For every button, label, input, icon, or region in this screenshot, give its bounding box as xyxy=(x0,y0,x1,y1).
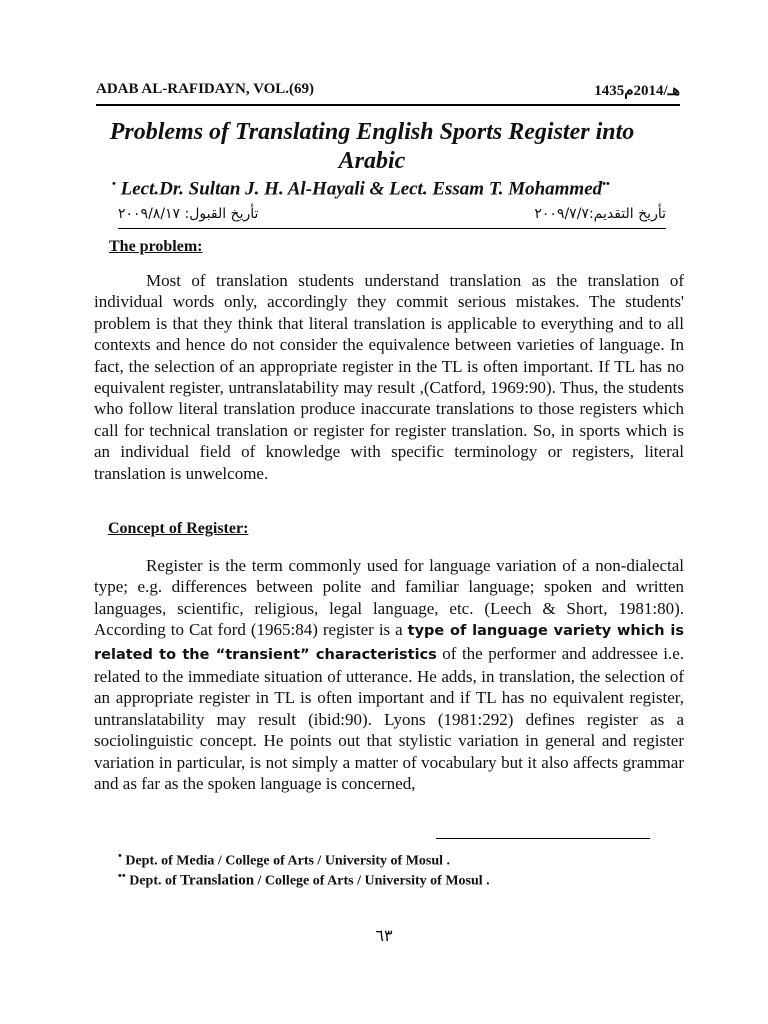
author-line xyxy=(112,178,672,200)
footnote-2-text-c: / College of Arts / University of Mosul . xyxy=(254,873,490,889)
footnote-2-text-a: Dept. of xyxy=(129,873,181,889)
journal-year: 1435هـ/2014م xyxy=(594,83,680,99)
section-heading-problem: The problem: xyxy=(109,238,203,255)
date-accepted: تأريخ القبول: ٢٠٠٩/٨/١٧ xyxy=(118,206,259,222)
article-title: Problems of Translating English Sports Register into Arabic xyxy=(109,119,635,174)
footnote-1-text: Dept. of Media / College of Arts / University of Mosul . xyxy=(125,853,451,869)
section-heading-register: Concept of Register: xyxy=(108,520,249,537)
footnote-2 xyxy=(118,870,490,890)
footnote-separator xyxy=(436,838,650,839)
footnote-2-text-b: Translation xyxy=(180,872,255,889)
section-body-problem: Most of translation students understand translation as the translation of individual words only, accordingly they commit serious mistakes. The students' problem is that they think that literal translation is applicable to everything and to all contexts and hence do not consider the equivalence between varieties of language. In fact, the selection of an appropriate register in the TL is often important. If TL has no equivalent register, untranslatability may result ,(Catford, 1969:90). Thus, the students who follow literal translation produce inaccurate translations to those registers which call for technical translation or register for register translation. So, in sports which is an individual field of knowledge with specific terminology or registers, literal translation is unwelcome. xyxy=(94,271,684,483)
footnote-1-mark: • xyxy=(118,850,122,862)
dates-line xyxy=(118,206,666,229)
journal-name: ADAB AL-RAFIDAYN, VOL.(69) xyxy=(96,81,315,97)
date-submitted: تأريخ التقديم:٢٠٠٩/٧/٧ xyxy=(534,206,666,222)
register-text-emphasis: type of language variety which is related to the “transient” characteristics xyxy=(94,623,684,663)
register-text-part-2: of the performer and addressee i.e. related to the immediate situation of utterance. He adds, in translation, the selection of an appropriate register in TL is often important and if TL has no equivalent register, untranslatability may result (ibid:90). Lyons (1981:292) defines register as a sociolinguistic concept. He points out that stylistic variation in general and register variation in particular, is not simply a matter of vocabulary but it also affects grammar and as far as the spoken language is concerned, xyxy=(94,643,684,794)
footnote-1 xyxy=(118,850,450,870)
author-names: Lect.Dr. Sultan J. H. Al-Hayali & Lect. Essam T. Mohammed xyxy=(120,178,603,200)
author2-footnote-mark: •• xyxy=(602,178,610,190)
register-text-part-1: Register is the term commonly used for language variation of a non-dialectal type; e.g. differences between polite and familiar language; spoken and written languages, scientific, religious, legal language, etc. (Leech & Short, 1981:80). According to Cat ford (1965:84) register is a xyxy=(94,556,684,640)
author1-footnote-mark: • xyxy=(112,178,116,190)
page-number: ٦٣ xyxy=(375,926,393,945)
footnote-2-mark: •• xyxy=(118,870,126,882)
running-header xyxy=(96,81,680,106)
section-body-register xyxy=(94,555,684,794)
